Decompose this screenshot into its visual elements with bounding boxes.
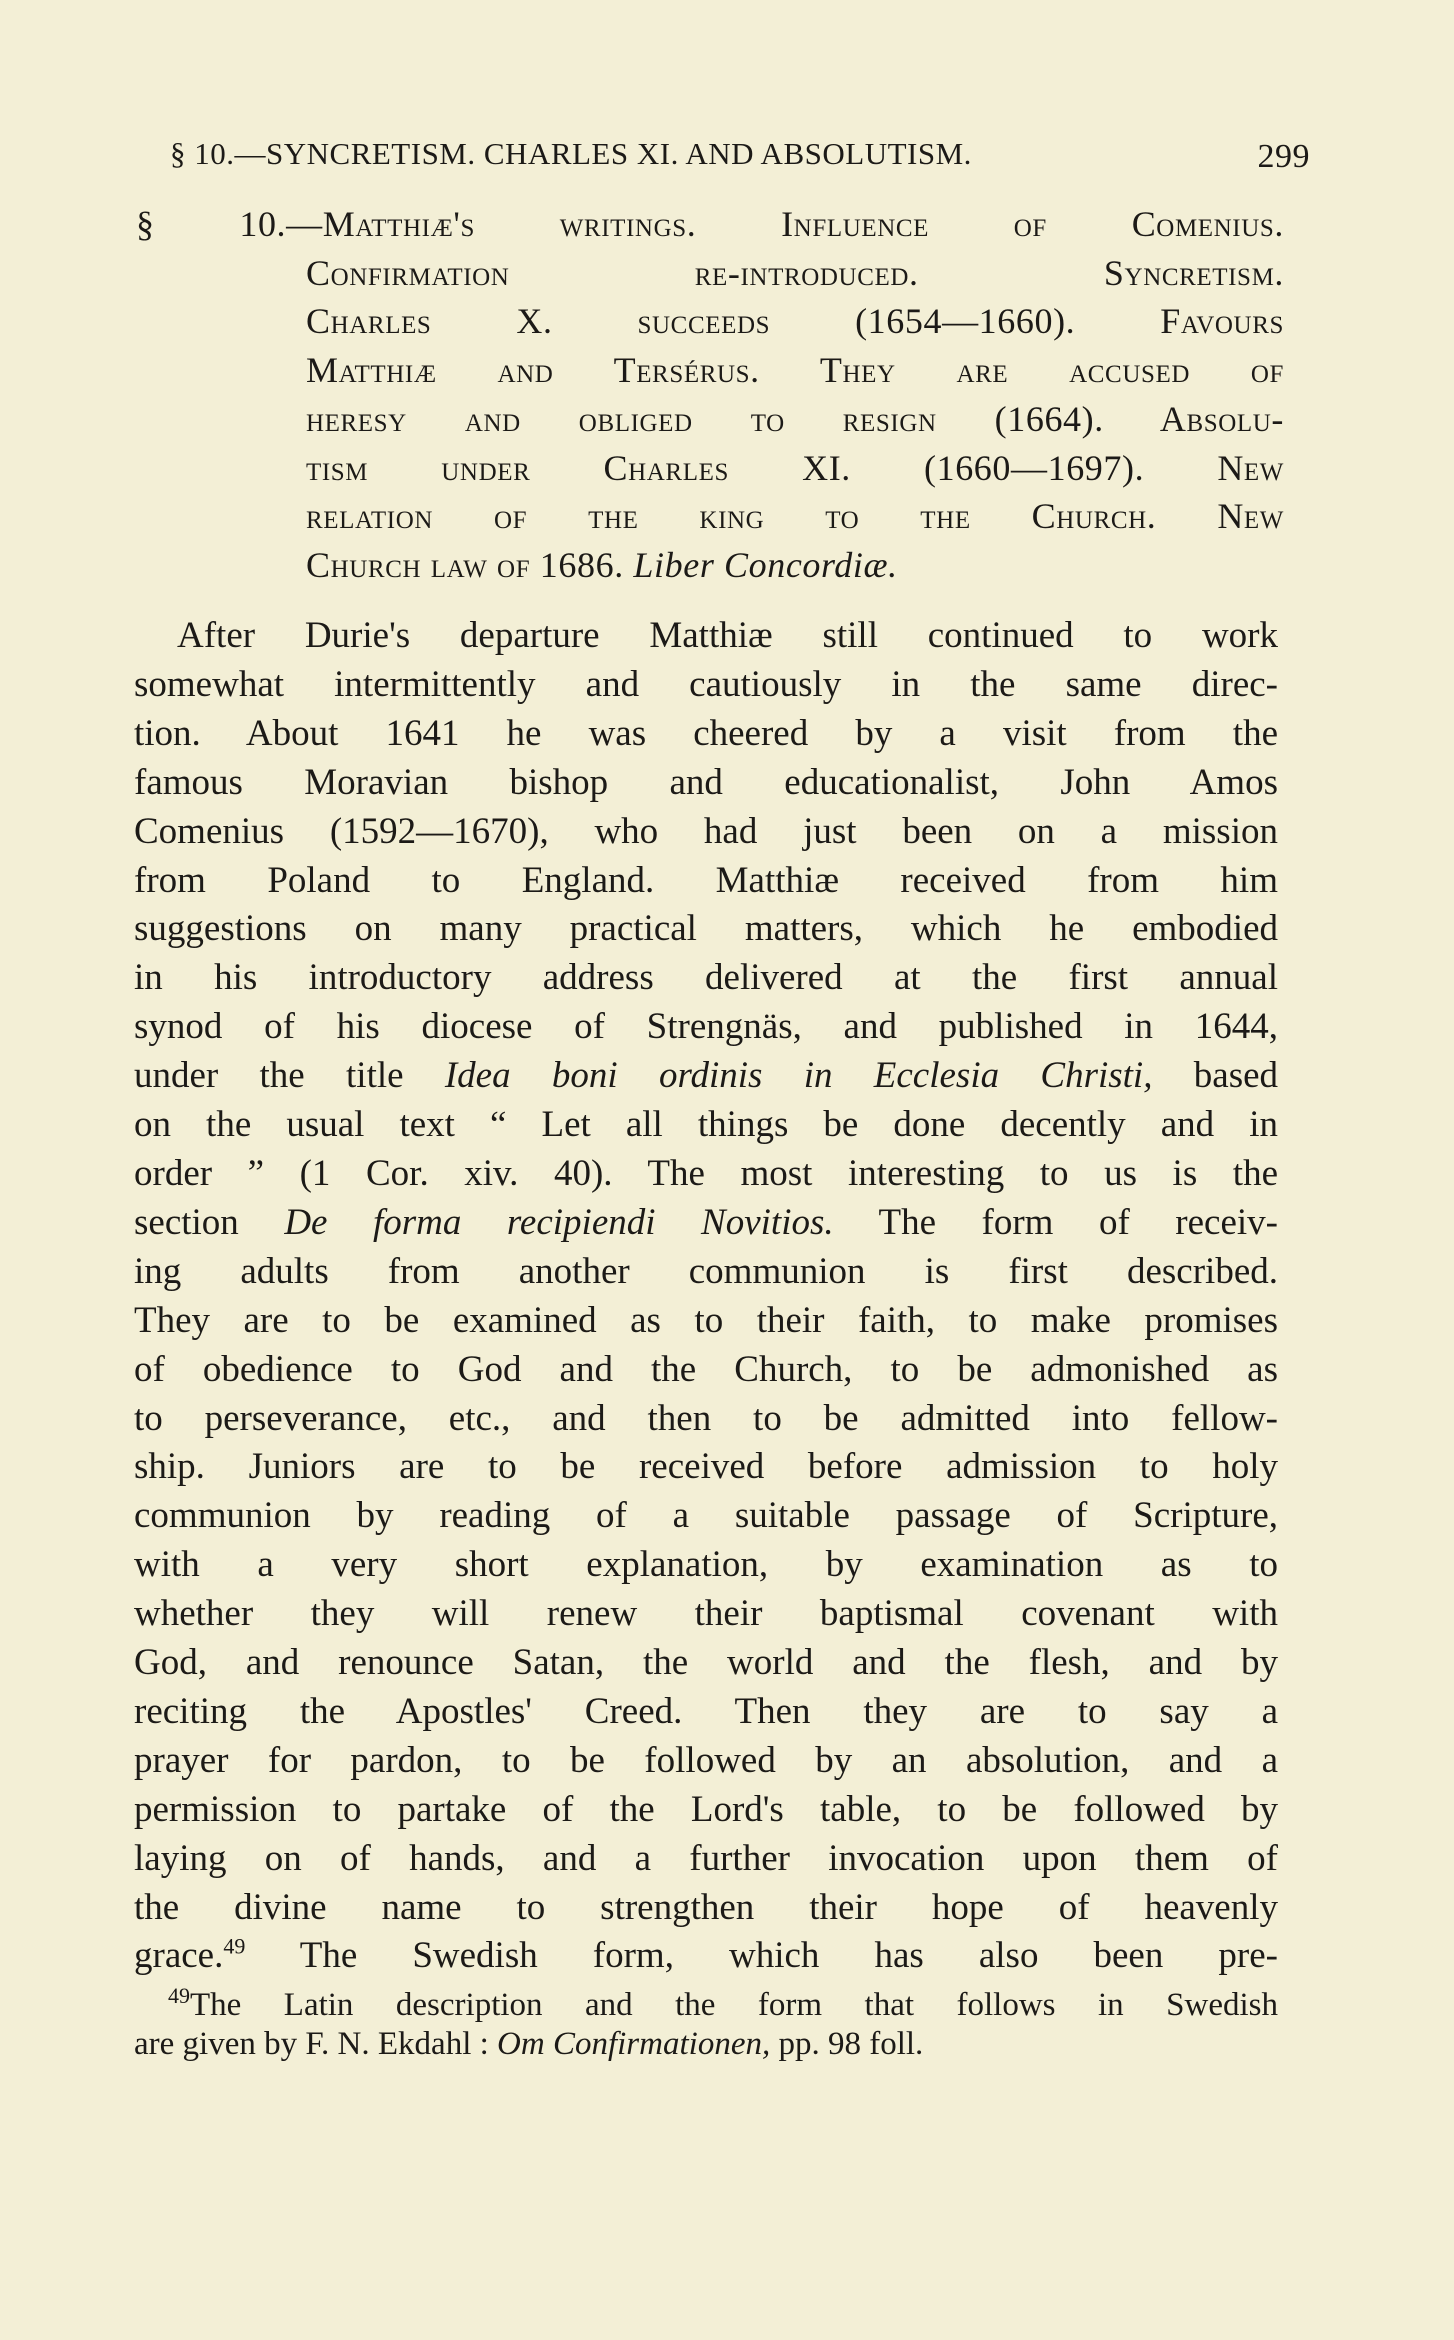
text-line: from Poland to England. Matthiæ received from him	[134, 859, 1278, 901]
footnote-line	[134, 2025, 1278, 2064]
italic-title: Idea boni ordinis in Ecclesia Christi,	[444, 1055, 1153, 1097]
text-segment: under the title	[134, 1055, 404, 1097]
footnote-marker: 49	[168, 1983, 190, 2008]
summary-line: § 10.—Matthiæ's writings. Influence of Comenius.	[136, 204, 1284, 244]
text-line: ing adults from another communion is first described.	[134, 1250, 1278, 1292]
text-line: to perseverance, etc., and then to be admitted into fellow-	[134, 1397, 1278, 1439]
italic-title: Om Confirmationen,	[497, 2026, 771, 2062]
text-segment: The Latin description and the form that follows in Swedish	[190, 1987, 1278, 2023]
text-segment: The form of receiv-	[878, 1201, 1278, 1243]
text-segment: section	[134, 1201, 239, 1243]
text-segment: grace.	[134, 1935, 224, 1977]
text-line: on the usual text “ Let all things be done decently and in	[134, 1104, 1278, 1146]
text-line: of obedience to God and the Church, to be admonished as	[134, 1348, 1278, 1390]
summary-line	[136, 541, 1284, 590]
footnote-reference: 49	[223, 1934, 246, 1960]
text-line: permission to partake of the Lord's table, to be followed by	[134, 1788, 1278, 1830]
summary-line: Matthiæ and Tersérus. They are accused of	[306, 350, 1284, 391]
text-segment: The Swedish form, which has also been pre-	[299, 1935, 1278, 1977]
text-line: synod of his diocese of Strengnäs, and published in 1644,	[134, 1006, 1278, 1048]
section-summary	[136, 200, 1284, 590]
text-line: with a very short explanation, by examination as to	[134, 1544, 1278, 1586]
running-head	[170, 136, 1310, 186]
summary-line: relation of the king to the Church. New	[306, 496, 1284, 537]
body-paragraph	[134, 612, 1278, 1981]
footnote-line	[134, 1983, 1278, 2025]
text-line: tion. About 1641 he was cheered by a visit from the	[134, 712, 1278, 754]
text-segment: pp. 98 foll.	[778, 2026, 924, 2062]
page-number: 299	[1257, 138, 1310, 175]
text-line: whether they will renew their baptismal covenant with	[134, 1593, 1278, 1635]
text-line: in his introductory address delivered at the first annual	[134, 957, 1278, 999]
text-line: prayer for pardon, to be followed by an absolution, and a	[134, 1739, 1278, 1781]
text-line: order ” (1 Cor. xiv. 40). The most interesting to us is the	[134, 1152, 1278, 1194]
text-line: suggestions on many practical matters, which he embodied	[134, 908, 1278, 950]
summary-last-italic: Liber Concordiæ.	[633, 544, 898, 585]
summary-line: tism under Charles XI. (1660—1697). New	[306, 447, 1284, 488]
running-head-title: § 10.—SYNCRETISM. CHARLES XI. AND ABSOLUTISM.	[170, 136, 972, 171]
text-line: reciting the Apostles' Creed. Then they are to say a	[134, 1690, 1278, 1732]
text-line: famous Moravian bishop and educationalist, John Amos	[134, 761, 1278, 803]
text-line: ship. Juniors are to be received before admission to holy	[134, 1446, 1278, 1488]
summary-line: Confirmation re-introduced. Syncretism.	[306, 252, 1284, 293]
text-segment: are given by F. N. Ekdahl :	[134, 2026, 489, 2062]
text-line: Comenius (1592—1670), who had just been on a mission	[134, 810, 1278, 852]
text-line: God, and renounce Satan, the world and the flesh, and by	[134, 1642, 1278, 1684]
text-line	[134, 1199, 1278, 1248]
summary-last-text: Church law of 1686.	[306, 544, 624, 585]
summary-line: Charles X. succeeds (1654—1660). Favours	[306, 301, 1284, 342]
text-line: laying on of hands, and a further invocation upon them of	[134, 1837, 1278, 1879]
summary-line: heresy and obliged to resign (1664). Absolu-	[306, 398, 1284, 439]
text-line: They are to be examined as to their faith, to make promises	[134, 1299, 1278, 1341]
footnote	[134, 1983, 1278, 2064]
text-line: After Durie's departure Matthiæ still continued to work	[177, 615, 1278, 656]
text-line	[134, 1932, 1278, 1981]
text-line	[134, 1052, 1278, 1101]
text-line: the divine name to strengthen their hope of heavenly	[134, 1886, 1278, 1928]
text-line: communion by reading of a suitable passage of Scripture,	[134, 1495, 1278, 1537]
text-line: somewhat intermittently and cautiously in the same direc-	[134, 663, 1278, 705]
italic-title: De forma recipiendi Novitios.	[284, 1201, 834, 1243]
text-segment: based	[1193, 1055, 1279, 1097]
